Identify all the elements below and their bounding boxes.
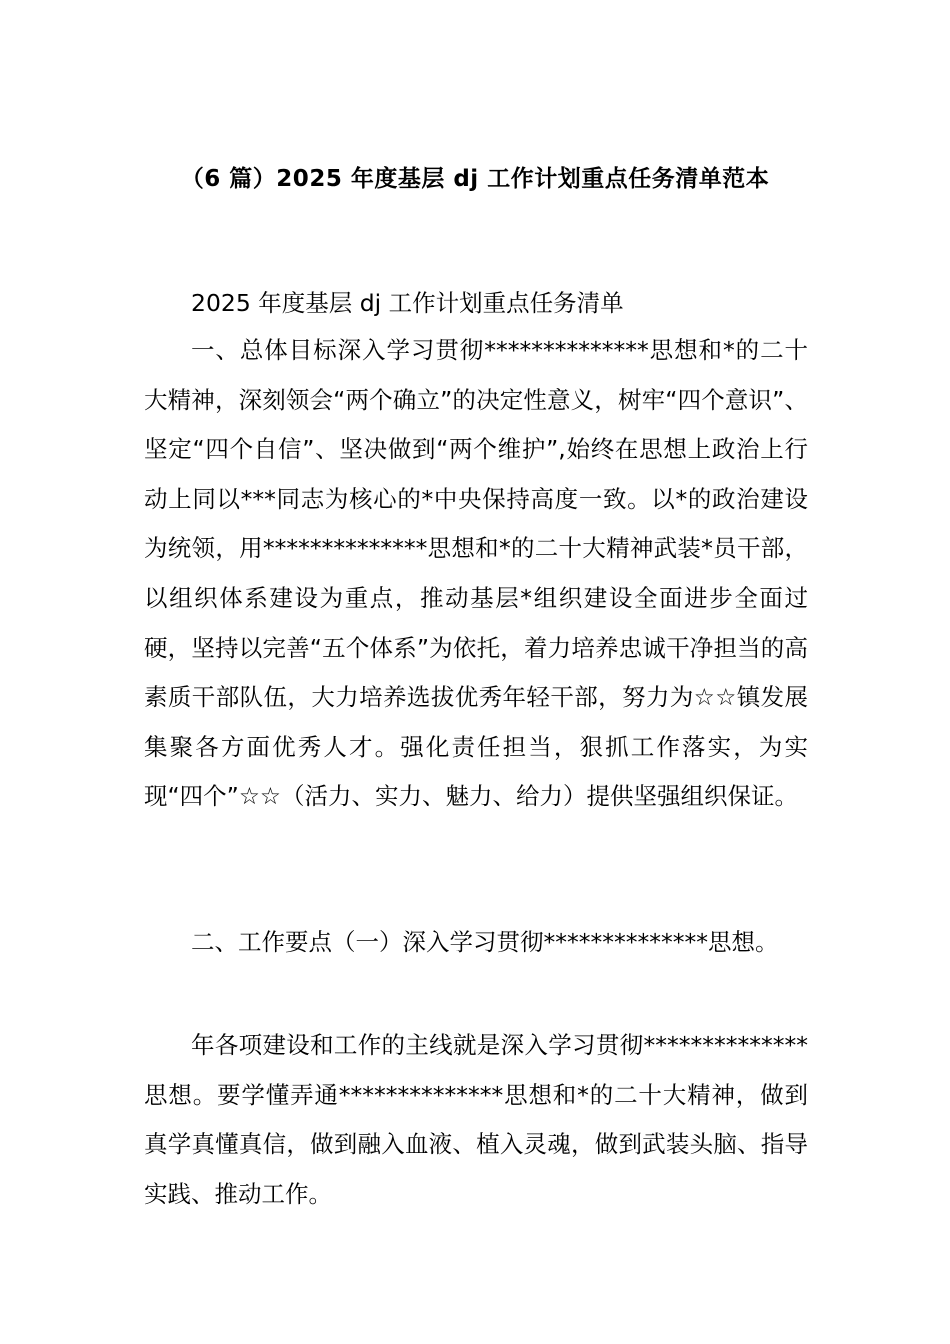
- paragraph-work-points-heading: 二、工作要点（一）深入学习贯彻**************思想。: [191, 928, 779, 956]
- paragraph-main-line: 年各项建设和工作的主线就是深入学习贯彻**************思想。要学懂弄通**************思想和*的二十大精神，做到真学真懂真信，做到融入血液、植入灵魂，做到武装头脑、指导实践、推动工作。: [144, 1031, 808, 1208]
- document-subtitle: 2025 年度基层 dj 工作计划重点任务清单: [191, 289, 624, 317]
- paragraph-overall-goals: 一、总体目标深入学习贯彻**************思想和*的二十大精神，深刻领会“两个确立”的决定性意义，树牢“四个意识”、坚定“四个自信”、坚决做到“两个维护”,始终在思想上政治上行动上同以***同志为核心的*中央保持高度一致。以*的政治建设为统领，用**************思想和*的二十大精神武装*员干部，以组织体系建设为重点，推动基层*组织建设全面进步全面过硬，坚持以完善“五个体系”为依托，着力培养忠诚干净担当的高素质干部队伍，大力培养选拔优秀年轻干部，努力为☆☆镇发展集聚各方面优秀人才。强化责任担当，狠抓工作落实，为实现“四个”☆☆（活力、实力、魅力、给力）提供坚强组织保证。: [144, 336, 808, 811]
- document-title: （6 篇）2025 年度基层 dj 工作计划重点任务清单范本: [180, 166, 770, 192]
